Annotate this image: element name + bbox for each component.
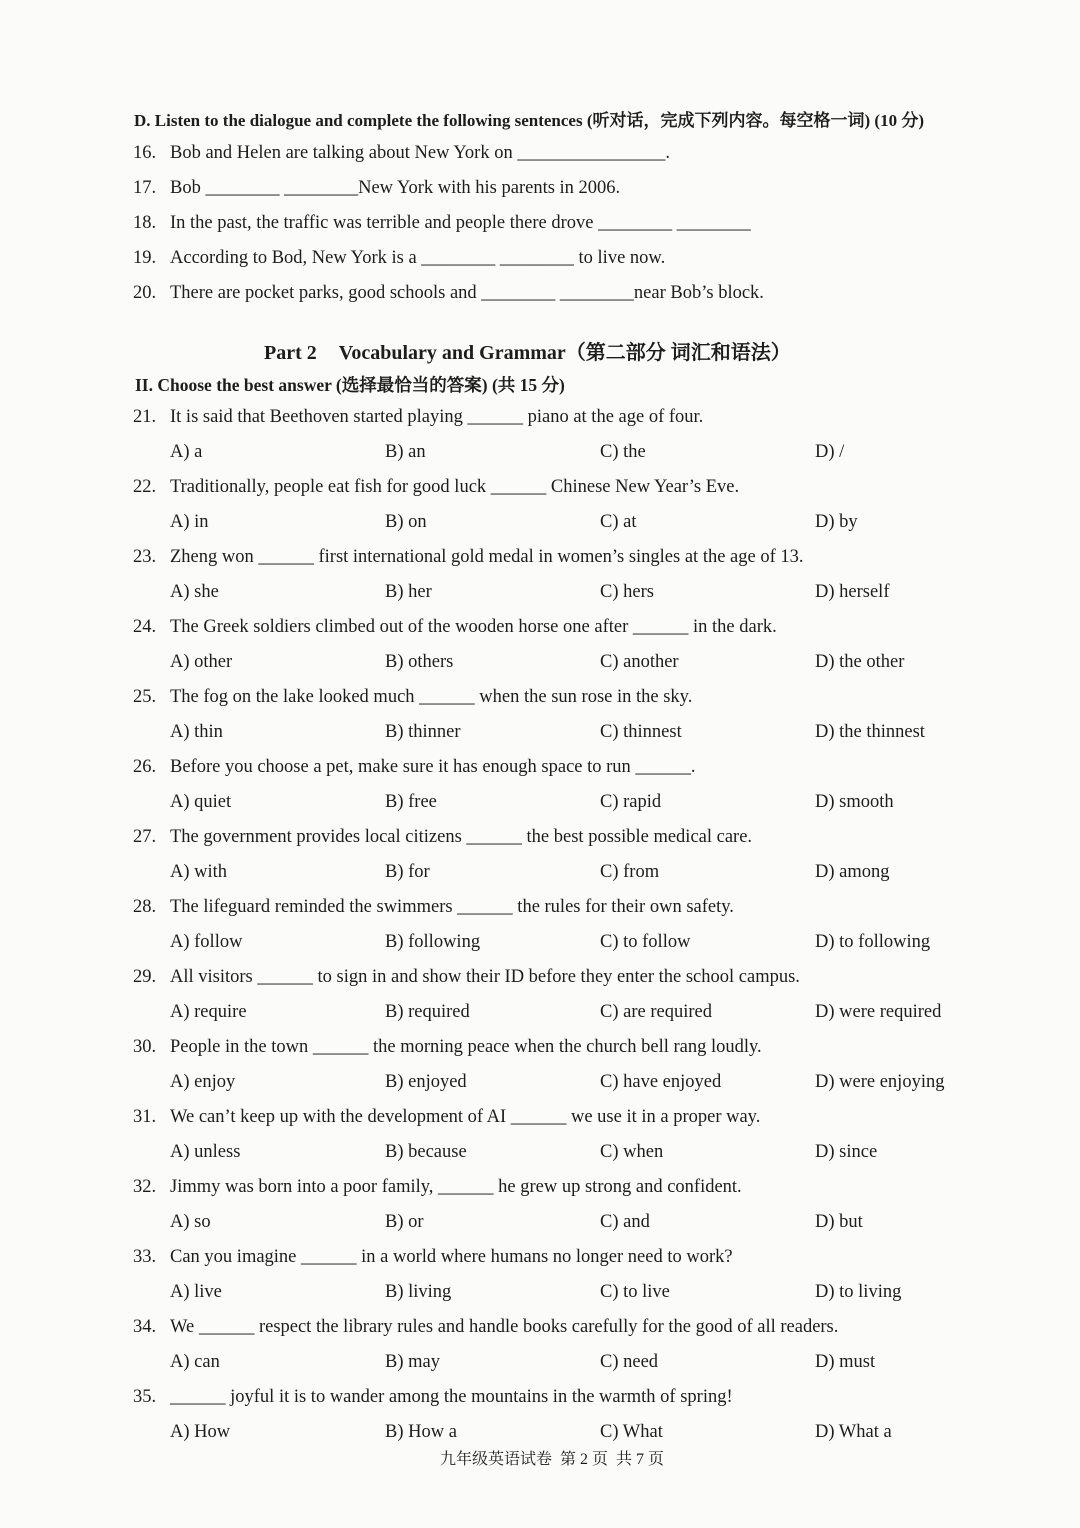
question-number: 20. <box>133 283 157 303</box>
answer-option: B) an <box>385 442 426 462</box>
answer-option: C) are required <box>600 1002 712 1022</box>
question-stem <box>133 1030 1030 1065</box>
answer-options <box>133 575 1030 610</box>
answer-option: D) by <box>815 512 858 532</box>
answer-option: A) quiet <box>170 792 232 812</box>
question-number: 32. <box>133 1177 157 1197</box>
answer-option: A) with <box>170 862 228 882</box>
question-number: 21. <box>133 407 157 427</box>
answer-option: D) the thinnest <box>815 722 925 742</box>
question-text: The government provides local citizens ______ the best possible medical care. <box>170 827 753 847</box>
page-footer: 九年级英语试卷 第 2 页 共 7 页 <box>440 1451 665 1468</box>
answer-option: D) What a <box>815 1422 892 1442</box>
answer-option: D) herself <box>815 582 890 602</box>
question-number: 29. <box>133 967 157 987</box>
question-item <box>133 820 1030 890</box>
answer-option: B) enjoyed <box>385 1072 467 1092</box>
answer-option: D) the other <box>815 652 905 672</box>
question-number: 33. <box>133 1247 157 1267</box>
answer-option: C) rapid <box>600 792 662 812</box>
answer-option: B) How a <box>385 1422 457 1442</box>
section-d-heading: D. Listen to the dialogue and complete the following sentences (听对话，完成下列内容。每空格一词) (10 分) <box>134 111 924 130</box>
answer-option: B) others <box>385 652 454 672</box>
fill-in-item <box>133 136 764 171</box>
question-item <box>133 890 1030 960</box>
answer-option: A) she <box>170 582 219 602</box>
fill-in-item <box>133 276 764 311</box>
answer-option: D) among <box>815 862 890 882</box>
answer-option: D) must <box>815 1352 876 1372</box>
question-item <box>133 1170 1030 1240</box>
answer-option: B) her <box>385 582 432 602</box>
answer-options <box>133 1135 1030 1170</box>
answer-option: B) required <box>385 1002 470 1022</box>
question-item <box>133 1310 1030 1380</box>
answer-option: D) since <box>815 1142 878 1162</box>
question-text: All visitors ______ to sign in and show their ID before they enter the school campus. <box>170 967 800 987</box>
answer-option: C) at <box>600 512 637 532</box>
answer-option: A) a <box>170 442 203 462</box>
answer-options <box>133 1275 1030 1310</box>
question-item <box>133 540 1030 610</box>
question-item <box>133 680 1030 750</box>
answer-option: A) other <box>170 652 233 672</box>
question-stem <box>133 1100 1030 1135</box>
question-stem <box>133 680 1030 715</box>
answer-options <box>133 925 1030 960</box>
question-number: 26. <box>133 757 157 777</box>
answer-option: C) need <box>600 1352 659 1372</box>
question-number: 19. <box>133 248 157 268</box>
question-text: Zheng won ______ first international gold medal in women’s singles at the age of 13. <box>170 547 804 567</box>
answer-option: C) from <box>600 862 660 882</box>
question-text: We ______ respect the library rules and handle books carefully for the good of all readers. <box>170 1317 839 1337</box>
question-item <box>133 1380 1030 1450</box>
answer-option: A) unless <box>170 1142 241 1162</box>
question-text: People in the town ______ the morning peace when the church bell rang loudly. <box>170 1037 762 1057</box>
question-stem <box>133 1240 1030 1275</box>
answer-options <box>133 995 1030 1030</box>
answer-option: B) may <box>385 1352 440 1372</box>
answer-option: B) or <box>385 1212 424 1232</box>
question-stem <box>133 400 1030 435</box>
question-number: 16. <box>133 143 157 163</box>
question-stem <box>133 960 1030 995</box>
question-item <box>133 610 1030 680</box>
section-ii-questions <box>133 400 1030 1450</box>
answer-option: A) enjoy <box>170 1072 236 1092</box>
question-stem <box>133 890 1030 925</box>
answer-option: D) / <box>815 442 845 462</box>
answer-option: C) to live <box>600 1282 670 1302</box>
answer-option: C) What <box>600 1422 663 1442</box>
question-text: Bob and Helen are talking about New York on ________________. <box>170 143 670 163</box>
question-text: The lifeguard reminded the swimmers ______ the rules for their own safety. <box>170 897 734 917</box>
answer-options <box>133 785 1030 820</box>
answer-option: D) smooth <box>815 792 894 812</box>
answer-options <box>133 1415 1030 1450</box>
answer-options <box>133 1205 1030 1240</box>
question-number: 24. <box>133 617 157 637</box>
question-stem <box>133 1380 1030 1415</box>
answer-option: C) the <box>600 442 646 462</box>
question-text: The Greek soldiers climbed out of the wooden horse one after ______ in the dark. <box>170 617 777 637</box>
question-item <box>133 400 1030 470</box>
question-stem <box>133 1170 1030 1205</box>
answer-options <box>133 645 1030 680</box>
question-text: In the past, the traffic was terrible and people there drove ________ ________ <box>170 213 751 233</box>
question-text: Before you choose a pet, make sure it has enough space to run ______. <box>170 757 696 777</box>
question-number: 31. <box>133 1107 157 1127</box>
answer-options <box>133 435 1030 470</box>
answer-option: B) because <box>385 1142 467 1162</box>
answer-option: C) when <box>600 1142 664 1162</box>
question-number: 23. <box>133 547 157 567</box>
question-text: We can’t keep up with the development of AI ______ we use it in a proper way. <box>170 1107 761 1127</box>
answer-option: C) to follow <box>600 932 691 952</box>
answer-option: D) to following <box>815 932 931 952</box>
fill-in-item <box>133 241 764 276</box>
question-number: 28. <box>133 897 157 917</box>
question-item <box>133 1030 1030 1100</box>
answer-option: A) can <box>170 1352 220 1372</box>
answer-option: D) but <box>815 1212 863 1232</box>
answer-option: D) to living <box>815 1282 902 1302</box>
answer-option: B) following <box>385 932 481 952</box>
question-stem <box>133 750 1030 785</box>
answer-option: A) live <box>170 1282 222 1302</box>
question-stem <box>133 540 1030 575</box>
answer-option: A) so <box>170 1212 211 1232</box>
answer-option: A) thin <box>170 722 223 742</box>
question-item <box>133 470 1030 540</box>
answer-options <box>133 1345 1030 1380</box>
answer-options <box>133 1065 1030 1100</box>
question-number: 25. <box>133 687 157 707</box>
answer-option: B) on <box>385 512 427 532</box>
question-stem <box>133 820 1030 855</box>
question-text: Can you imagine ______ in a world where humans no longer need to work? <box>170 1247 733 1267</box>
answer-option: A) follow <box>170 932 243 952</box>
answer-option: B) thinner <box>385 722 461 742</box>
answer-option: D) were enjoying <box>815 1072 945 1092</box>
answer-option: C) another <box>600 652 679 672</box>
part-2-label: Part 2 <box>264 342 317 364</box>
answer-option: D) were required <box>815 1002 942 1022</box>
answer-option: A) How <box>170 1422 231 1442</box>
question-item <box>133 750 1030 820</box>
question-number: 18. <box>133 213 157 233</box>
question-text: Bob ________ ________New York with his parents in 2006. <box>170 178 621 198</box>
question-text: ______ joyful it is to wander among the mountains in the warmth of spring! <box>170 1387 733 1407</box>
question-stem <box>133 1310 1030 1345</box>
question-item <box>133 1100 1030 1170</box>
section-ii-heading: II. Choose the best answer (选择最恰当的答案) (共 15 分) <box>135 375 565 395</box>
question-number: 27. <box>133 827 157 847</box>
answer-option: B) free <box>385 792 437 812</box>
part-2-title <box>264 338 791 368</box>
fill-in-item <box>133 171 764 206</box>
question-stem <box>133 470 1030 505</box>
question-text: Jimmy was born into a poor family, ______ he grew up strong and confident. <box>170 1177 742 1197</box>
section-d-items <box>133 136 764 311</box>
question-text: According to Bod, New York is a ________ ________ to live now. <box>170 248 666 268</box>
answer-option: A) in <box>170 512 209 532</box>
question-item <box>133 960 1030 1030</box>
question-number: 17. <box>133 178 157 198</box>
question-number: 22. <box>133 477 157 497</box>
question-number: 30. <box>133 1037 157 1057</box>
answer-options <box>133 505 1030 540</box>
answer-option: C) hers <box>600 582 654 602</box>
part-2-name: Vocabulary and Grammar（第二部分 词汇和语法） <box>338 342 791 364</box>
question-text: It is said that Beethoven started playing ______ piano at the age of four. <box>170 407 704 427</box>
question-text: There are pocket parks, good schools and ________ ________near Bob’s block. <box>170 283 764 303</box>
answer-option: B) living <box>385 1282 452 1302</box>
question-number: 34. <box>133 1317 157 1337</box>
question-item <box>133 1240 1030 1310</box>
question-text: The fog on the lake looked much ______ when the sun rose in the sky. <box>170 687 693 707</box>
answer-options <box>133 715 1030 750</box>
answer-option: C) and <box>600 1212 650 1232</box>
answer-option: B) for <box>385 862 430 882</box>
answer-option: C) have enjoyed <box>600 1072 722 1092</box>
fill-in-item <box>133 206 764 241</box>
answer-option: A) require <box>170 1002 247 1022</box>
answer-option: C) thinnest <box>600 722 682 742</box>
answer-options <box>133 855 1030 890</box>
question-text: Traditionally, people eat fish for good luck ______ Chinese New Year’s Eve. <box>170 477 740 497</box>
question-stem <box>133 610 1030 645</box>
question-number: 35. <box>133 1387 157 1407</box>
